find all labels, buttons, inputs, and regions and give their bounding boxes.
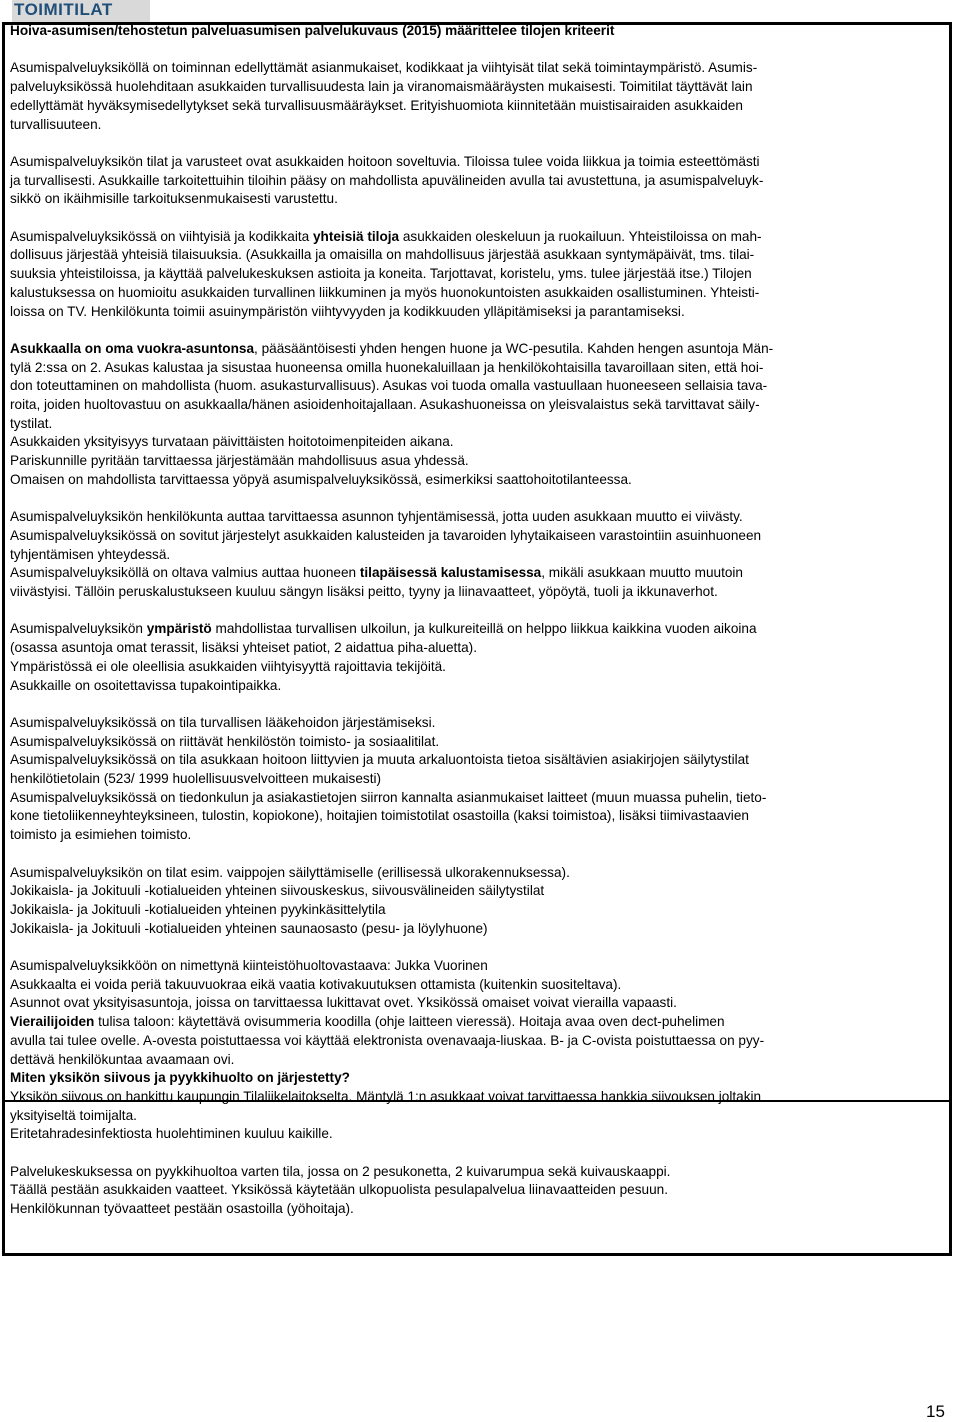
text: Asumispalveluyksikössä on viihtyisiä ja kodikkaita — [10, 228, 313, 244]
spacer — [10, 209, 944, 228]
bold-text: Vierailijoiden — [10, 1014, 95, 1030]
bold-text: yhteisiä tiloja — [312, 228, 400, 244]
spacer — [10, 602, 944, 621]
text: mahdollistaa turvallisen ulkoilun, ja kulkureiteillä on helppo liikkua kaikkina vuoden aikoina (osassa asuntoja omat terassit, lisäksi yhteiset patiot, 2 aidattua piha-aluetta). Ympäristössä ei ole oleellisia asukkaiden viihtyisyyttä rajoittavia tekijöitä. Asukkaille on osoitettavissa tupakointipaikka. — [10, 621, 757, 693]
paragraph-accessibility: Asumispalveluyksikön tilat ja varusteet ovat asukkaiden hoitoon soveltuvia. Tiloissa tulee voida liikkua ja toimia esteettömästi ja turvallisesti. Asukkaille tarkoitettuihin tiloihin pääsy on mahdollista apuvälineiden avulla tai avustettuna, ja asumispalveluyk- sikkö on ikäihmisille tarkoituksenmukaisesti varustettu. — [10, 153, 764, 207]
text: Asumispalveluyksikön henkilökunta auttaa tarvittaessa asunnon tyhjentämisessä, jotta uuden asukkaan muutto ei viivästy. Asumispalveluyksikössä on sovitut järjestelyt asukkaiden kalusteiden ja tavaroiden lyhytaikaiseen varastointiin asuinhuoneen tyhjentämisen yhteydessä. Asumispalveluyksiköllä on oltava valmius auttaa huoneen — [10, 509, 762, 581]
spacer — [10, 490, 944, 509]
bold-text: ympäristö — [146, 621, 212, 637]
text: Asumispalveluyksikköön on nimettynä kiinteistöhuoltovastaava: Jukka Vuorinen Asukkaalta ei voida periä takuuvuokraa eikä vaatia kotivakuutuksen ottamista (kuitenkin suositeltava). Asunnot ovat yksityisasuntoja, joissa on tarvittaessa lukittavat ovet. Yksikössä omaiset voivat vierailla vapaasti. — [10, 958, 677, 1011]
paragraph-moving — [10, 508, 944, 602]
paragraph-safety: Asumispalveluyksiköllä on toiminnan edellyttämät asianmukaiset, kodikkaat ja viihtyisät tilat sekä toimintaympäristö. Asumis- palveluyksikössä huolehditaan asukkaiden turvallisuudesta lain ja viranomaismääräysten mukaisesti. Toimitilat täyttävät lain edellyttämät hyväksymisedellytykset sekä turvallisuusmääräykset. Erityishuomiota kiinnitetään muistisairaiden asukkaiden turvallisuuteen. — [10, 60, 758, 132]
paragraph-apartment — [10, 340, 944, 490]
text: , pääsääntöisesti yhden hengen huone ja WC-pesutila. Kahden hengen asuntoja Män- tylä 2:ssa on 2. Asukas kalustaa ja sisustaa huoneensa omilla huonekaluillaan ja henkilökohtaisilla tavaroillaan siten, että hoi- don toteuttaminen on mahdollista (huom. asukasturvallisuus). Asukas voi tuoda omalla vastuullaan huoneeseen sellaisia tava- roita, joiden huoltovastuu on asukkaalla/hänen asioidenhoitajallaan. Asukashuoneissa on yleisvalaistus sekä tarvittavat säily- tystilat. Asukkaiden yksityisyys turvataan päivittäisten hoitotoimenpiteiden aikana. Pariskunnille pyritään tarvittaessa järjestämään mahdollisuus asua yhdessä. Omaisen on mahdollista tarvittaessa yöpyä asumispalveluyksikössä, esimerkiksi saattohoitotilanteessa. — [10, 340, 774, 487]
document-body — [10, 22, 944, 1219]
paragraph-staff-facilities: Asumispalveluyksikössä on tila turvallisen lääkehoidon järjestämiseksi. Asumispalveluyksikössä on riittävät henkilöstön toimisto- ja sosiaalitilat. Asumispalveluyksikössä on tila asukkaan hoitoon liittyvien ja muuta arkaluontoista tietoa sisältävien asiakirjojen säilytystilat henkilötietolain (523/ 1999 huolellisuusvelvoitteen mukaisesti) Asumispalveluyksikössä on tiedonkulun ja asiakastietojen siirron kannalta asianmukaiset laitteet (muun muassa puhelin, tieto- kone tietoliikenneyhteyksineen, tulostin, kopiokone), hoitajien toimistotilat osastoilla (kaksi toimistoa), lisäksi tiimivastaavien toimisto ja esimiehen toimisto. — [10, 714, 767, 843]
text: , mikäli asukkaan muutto muutoin viivästyisi. Tällöin peruskalustukseen kuuluu sängyn lisäksi peitto, tyyny ja liinavaatteet, yöpöytä, tuoli ja ikkunaverhot. — [10, 565, 743, 600]
page-number: 15 — [926, 1402, 945, 1421]
spacer — [10, 1144, 944, 1163]
section-heading-text: TOIMITILAT — [14, 0, 113, 19]
spacer — [10, 938, 944, 957]
paragraph-common-spaces — [10, 228, 944, 322]
paragraph-cleaning: Yksikön siivous on hankittu kaupungin Tilaliikelaitokselta. Mäntylä 1:n asukkaat voivat tarvittaessa hankkia siivouksen joltakin yksityiseltä toimijalta. Eritetahradesinfektiosta huolehtiminen kuuluu kaikille. — [10, 1088, 762, 1142]
text: asukkaiden oleskeluun ja ruokailuun. Yhteistiloissa on mah- dollisuus järjestää yhteisiä tilaisuuksia. (Asukkailla ja omaisilla on mahdollisuus järjestää asukkaan syntymäpäivät, tms. tilai- suuksia yhteistiloissa, ja käyttää palvelukeskuksen astioita ja koneita. Tarjottavat, koristelu, yms. tulee järjestää itse.) Tilojen kalustuksessa on huomioitu asukkaiden turvallinen liikkuminen ja myös huonokuntoisten asukkaiden osallistuminen. Yhteisti- loissa on TV. Henkilökunta toimii asuinympäristön viihtyvyyden ja kodikkuuden ylläpitämiseksi ja parantamiseksi. — [10, 228, 762, 319]
bold-text: tilapäisessä kalustamisessa — [359, 565, 542, 581]
paragraph-visitors — [10, 957, 944, 1069]
spacer — [10, 845, 944, 864]
spacer — [10, 695, 944, 714]
paragraph-environment — [10, 620, 944, 695]
text: tulisa taloon: käytettävä ovisummeria koodilla (ohje laitteen vieressä). Hoitaja avaa oven dect-puhelimen avulla tai tulee ovelle. A-ovesta poistuttaessa voi käyttää elektronista ovenavaaja-liuskaa. B- ja C-ovista poistuttaessa on pyy- dettävä henkilökuntaa avaamaan ovi. — [10, 1014, 765, 1067]
subheading: Hoiva-asumisen/tehostetun palveluasumisen palvelukuvaus (2015) määrittelee tilojen kriteerit — [10, 23, 615, 38]
spacer — [10, 321, 944, 340]
bold-text: Asukkaalla on oma vuokra-asuntonsa — [10, 340, 255, 356]
section-heading — [12, 0, 150, 22]
paragraph-storage: Asumispalveluyksikön on tilat esim. vaippojen säilyttämiselle (erillisessä ulkorakennuksessa). Jokikaisla- ja Jokituuli -kotialueiden yhteinen siivouskeskus, siivousvälineiden säilytystilat Jokikaisla- ja Jokituuli -kotialueiden yhteinen pyykinkäsittelytila Jokikaisla- ja Jokituuli -kotialueiden yhteinen saunaosasto (pesu- ja löylyhuone) — [10, 864, 570, 936]
spacer — [10, 41, 944, 60]
spacer — [10, 134, 944, 153]
text: Asumispalveluyksikön — [10, 621, 147, 637]
paragraph-laundry: Palvelukeskuksessa on pyykkihuoltoa varten tila, jossa on 2 pesukonetta, 2 kuivarumpua sekä kuivauskaappi. Täällä pestään asukkaiden vaatteet. Yksikössä käytetään ulkopuolista pesulapalvelua liinavaatteiden pesuun. Henkilökunnan työvaatteet pestään osastoilla (yöhoitaja). — [10, 1163, 671, 1217]
cleaning-question: Miten yksikön siivous ja pyykkihuolto on järjestetty? — [10, 1070, 350, 1086]
